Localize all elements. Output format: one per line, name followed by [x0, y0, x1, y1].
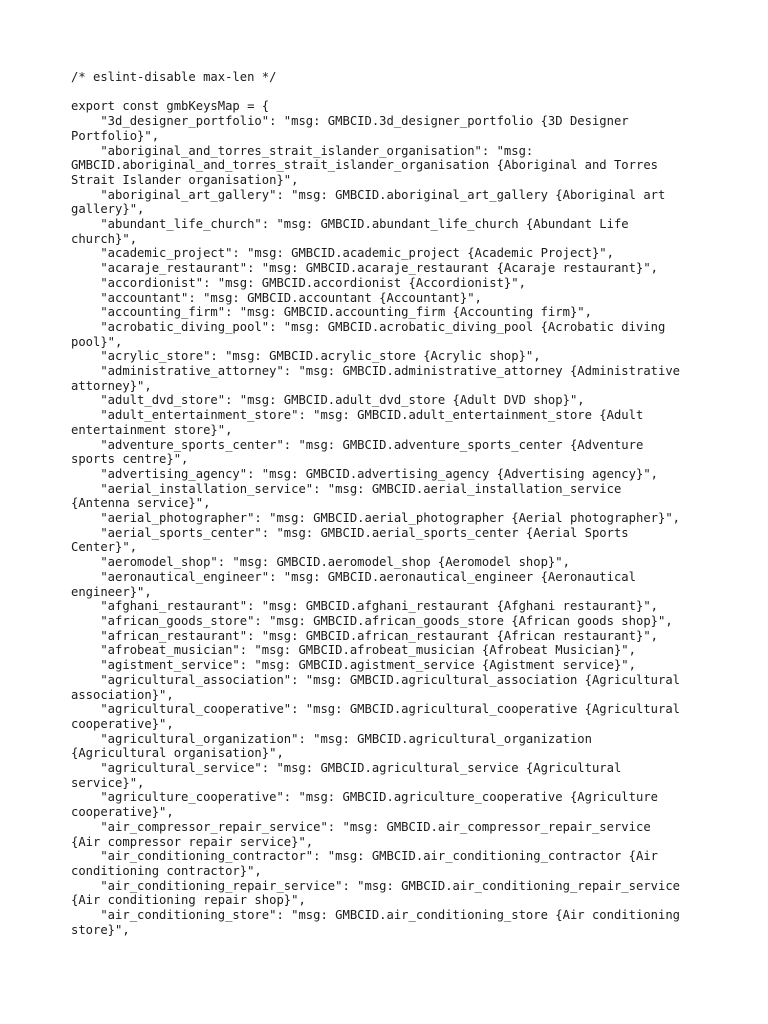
code-line: gallery}",: [71, 202, 145, 217]
code-line: engineer}",: [71, 584, 152, 599]
blank-line: [71, 85, 728, 100]
code-line: entertainment store}",: [71, 422, 233, 437]
code-line: "acrobatic_diving_pool": "msg: GMBCID.acrobatic_diving_pool {Acrobatic diving: [71, 319, 666, 334]
code-line: Portfolio}",: [71, 128, 160, 143]
code-line: "air_conditioning_contractor": "msg: GMBCID.air_conditioning_contractor {Air: [71, 849, 658, 864]
code-line: "3d_designer_portfolio": "msg: GMBCID.3d_designer_portfolio {3D Designer: [71, 114, 629, 129]
code-line: "afrobeat_musician": "msg: GMBCID.afrobeat_musician {Afrobeat Musician}",: [71, 643, 636, 658]
code-line: {Agricultural organisation}",: [71, 746, 284, 761]
code-line: "administrative_attorney": "msg: GMBCID.administrative_attorney {Administrative: [71, 364, 681, 379]
code-line: "accountant": "msg: GMBCID.accountant {Accountant}",: [71, 290, 482, 305]
code-line: store}",: [71, 922, 130, 937]
code-line: association}",: [71, 687, 174, 702]
code-line: "african_goods_store": "msg: GMBCID.african_goods_store {African goods shop}",: [71, 614, 673, 628]
code-line: {Air compressor repair service}",: [71, 834, 314, 849]
code-line: {Air conditioning repair shop}",: [71, 893, 306, 908]
code-line: "agistment_service": "msg: GMBCID.agistment_service {Agistment service}",: [71, 658, 636, 673]
code-line: "adult_dvd_store": "msg: GMBCID.adult_dvd_store {Adult DVD shop}",: [71, 393, 585, 408]
code-line: "agricultural_service": "msg: GMBCID.agricultural_service {Agricultural: [71, 761, 622, 776]
code-line: "academic_project": "msg: GMBCID.academic_project {Academic Project}",: [71, 246, 614, 261]
code-line: "air_compressor_repair_service": "msg: GMBCID.air_compressor_repair_service: [71, 819, 651, 834]
code-line: "air_conditioning_store": "msg: GMBCID.air_conditioning_store {Air conditioning: [71, 908, 681, 923]
code-line: cooperative}",: [71, 805, 174, 820]
code-line: "agricultural_association": "msg: GMBCID.agricultural_association {Agricultural: [71, 672, 681, 687]
code-line: "advertising_agency": "msg: GMBCID.advertising_agency {Advertising agency}",: [71, 466, 658, 481]
code-line: "aeromodel_shop": "msg: GMBCID.aeromodel_shop {Aeromodel shop}",: [71, 555, 570, 570]
code-line: "adult_entertainment_store": "msg: GMBCID.adult_entertainment_store {Adult: [71, 408, 644, 423]
code-line: "abundant_life_church": "msg: GMBCID.abundant_life_church {Abundant Life: [71, 217, 629, 232]
code-line: attorney}",: [71, 378, 152, 393]
code-lines: [71, 114, 728, 937]
code-line: "agricultural_organization": "msg: GMBCID.agricultural_organization: [71, 731, 592, 746]
code-line: "aeronautical_engineer": "msg: GMBCID.aeronautical_engineer {Aeronautical: [71, 569, 636, 584]
code-line: "african_restaurant": "msg: GMBCID.african_restaurant {African restaurant}",: [71, 628, 658, 643]
code-line: Strait Islander organisation}",: [71, 172, 299, 187]
export-declaration: export const gmbKeysMap = {: [71, 99, 270, 114]
code-line: service}",: [71, 775, 145, 790]
code-line: GMBCID.aboriginal_and_torres_strait_islander_organisation {Aboriginal and Torres: [71, 158, 658, 173]
code-line: "aerial_photographer": "msg: GMBCID.aerial_photographer {Aerial photographer}",: [71, 511, 681, 526]
code-line: "agricultural_cooperative": "msg: GMBCID.agricultural_cooperative {Agricultural: [71, 702, 681, 717]
code-line: "acaraje_restaurant": "msg: GMBCID.acaraje_restaurant {Acaraje restaurant}",: [71, 261, 658, 276]
code-line: cooperative}",: [71, 716, 174, 731]
code-line: pool}",: [71, 334, 123, 349]
code-line: "accordionist": "msg: GMBCID.accordionist {Accordionist}",: [71, 275, 526, 290]
code-line: "aerial_sports_center": "msg: GMBCID.aerial_sports_center {Aerial Sports: [71, 525, 629, 540]
code-line: conditioning contractor}",: [71, 863, 262, 878]
code-line: Center}",: [71, 540, 138, 555]
code-line: "aboriginal_art_gallery": "msg: GMBCID.aboriginal_art_gallery {Aboriginal art: [71, 187, 666, 202]
code-line: "aboriginal_and_torres_strait_islander_organisation": "msg:: [71, 143, 534, 158]
code-line: "adventure_sports_center": "msg: GMBCID.adventure_sports_center {Adventure: [71, 437, 644, 452]
code-line: "accounting_firm": "msg: GMBCID.accounting_firm {Accounting firm}",: [71, 305, 592, 320]
code-line: church}",: [71, 231, 138, 246]
code-line: "agriculture_cooperative": "msg: GMBCID.agriculture_cooperative {Agriculture: [71, 790, 658, 805]
code-line: "acrylic_store": "msg: GMBCID.acrylic_store {Acrylic shop}",: [71, 349, 541, 364]
code-line: "aerial_installation_service": "msg: GMBCID.aerial_installation_service: [71, 481, 622, 496]
code-line: "afghani_restaurant": "msg: GMBCID.afghani_restaurant {Afghani restaurant}",: [71, 599, 658, 614]
code-line: {Antenna service}",: [71, 496, 211, 511]
eslint-comment: /* eslint-disable max-len */: [71, 70, 277, 84]
code-line: "air_conditioning_repair_service": "msg: GMBCID.air_conditioning_repair_service: [71, 878, 681, 893]
code-line: sports centre}",: [71, 452, 189, 467]
